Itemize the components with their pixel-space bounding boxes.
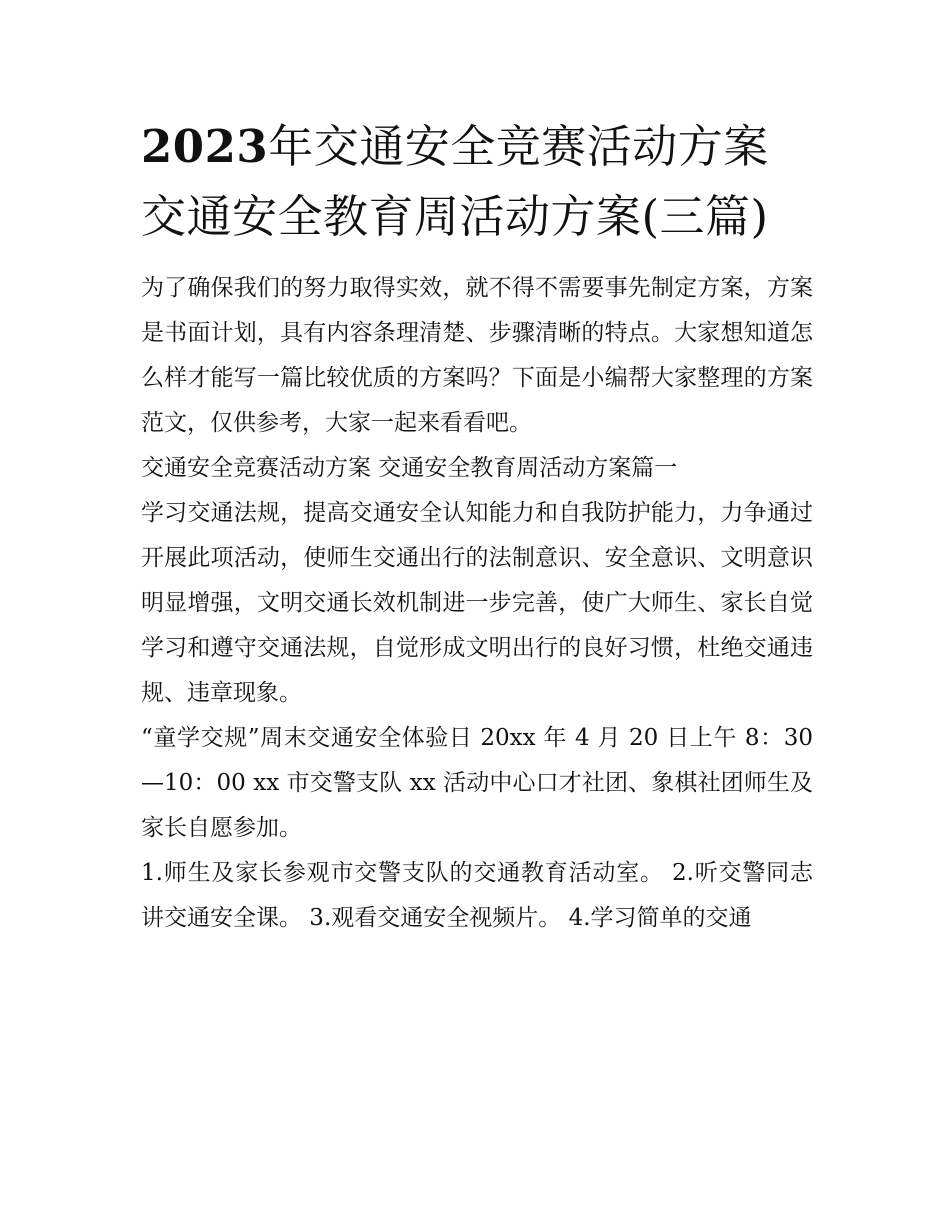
intro-paragraph: 为了确保我们的努力取得实效，就不得不需要事先制定方案，方案是书面计划，具有内容条理清楚、步骤清晰的特点。大家想知道怎么样才能写一篇比较优质的方案吗？下面是小编帮大家整理的方案范文，仅供参考，大家一起来看看吧。	[141, 275, 813, 436]
title-year: 2023	[141, 120, 269, 173]
document-page	[141, 112, 813, 941]
event-info-paragraph: “童学交规”周末交通安全体验日 20xx 年 4 月 20 日上午 8：30—10：00 xx 市交警支队 xx 活动中心口才社团、象棋社团师生及家长自愿参加。	[141, 725, 813, 841]
title-text: 年交通安全竞赛活动方案交通安全教育周活动方案(三篇)	[141, 120, 769, 243]
document-title-block	[141, 112, 813, 252]
section-heading: 交通安全竞赛活动方案 交通安全教育周活动方案篇一	[141, 455, 678, 481]
document-title	[141, 112, 813, 252]
goal-paragraph: 学习交通法规，提高交通安全认知能力和自我防护能力，力争通过开展此项活动，使师生交通出行的法制意识、安全意识、文明意识明显增强，文明交通长效机制进一步完善，使广大师生、家长自觉学习和遵守交通法规，自觉形成文明出行的良好习惯，杜绝交通违规、违章现象。	[141, 500, 813, 706]
activity-steps-paragraph: 1.师生及家长参观市交警支队的交通教育活动室。 2.听交警同志讲交通安全课。 3.观看交通安全视频片。 4.学习简单的交通	[141, 860, 813, 931]
